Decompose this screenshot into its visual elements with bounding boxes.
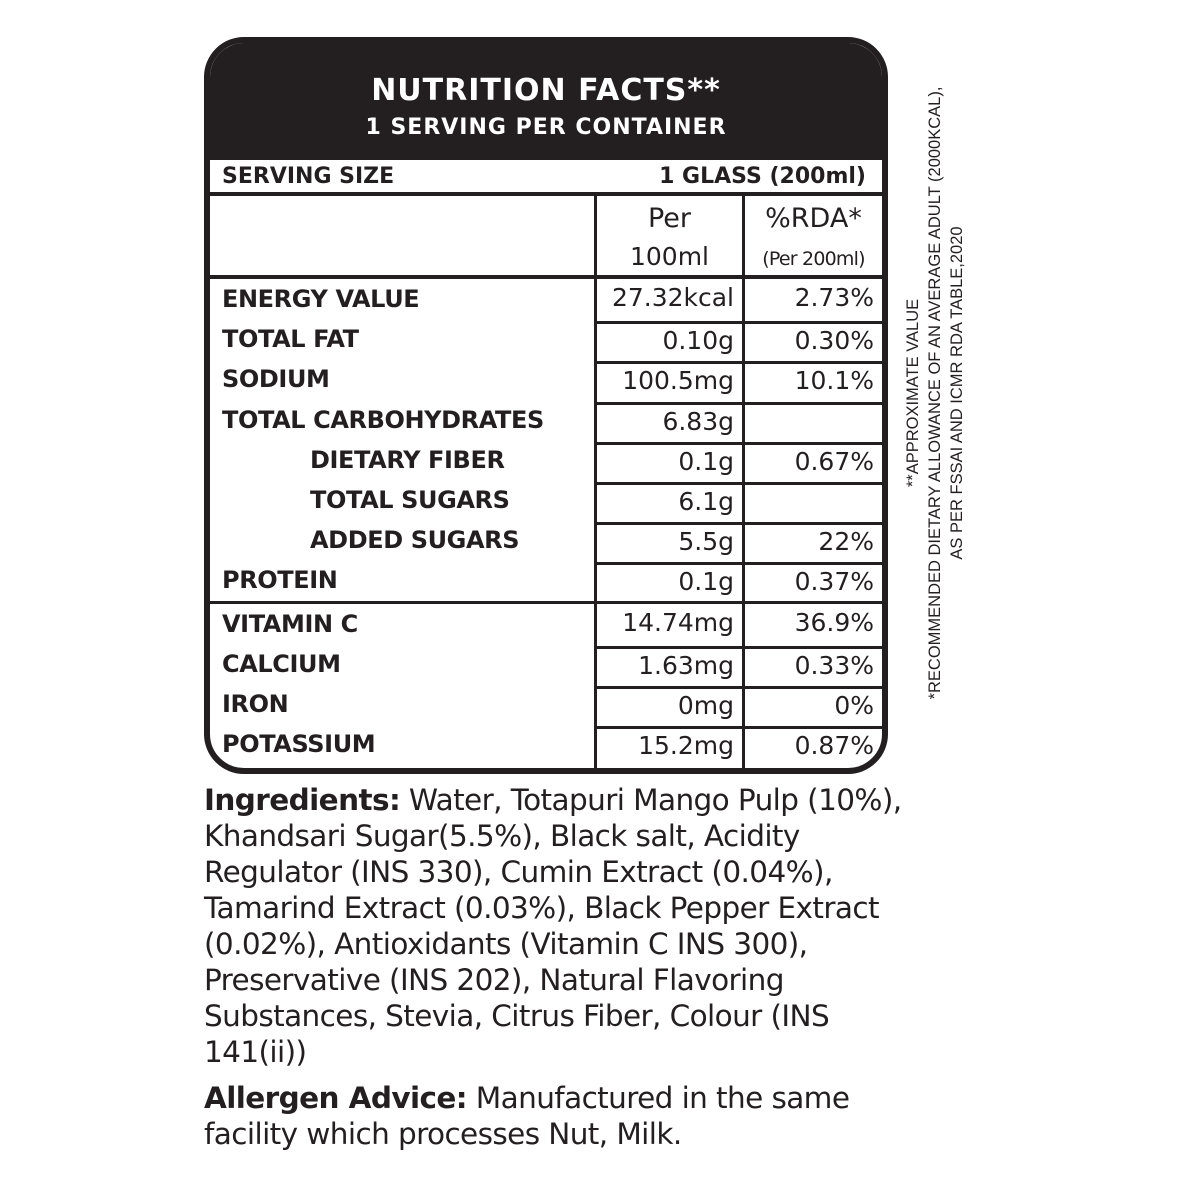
table-row	[210, 520, 882, 560]
ingredients-label: Ingredients:	[204, 783, 401, 817]
nutrient-per-100ml: 0.1g	[597, 562, 742, 597]
nutrient-per-100ml: 0mg	[597, 686, 742, 721]
nutrient-rda: 10.1%	[745, 361, 882, 396]
footnote-approximate: **APPROXIMATE VALUE	[904, 298, 922, 488]
nutrient-name: TOTAL SUGARS	[310, 485, 510, 514]
allergen-label: Allergen Advice:	[204, 1081, 467, 1115]
column-header-rda-line2: (Per 200ml)	[762, 248, 865, 270]
footnote-rda-source: AS PER FSSAI AND ICMR RDA TABLE,2020	[948, 226, 966, 560]
allergen-block	[204, 1080, 924, 1152]
column-header-per-100ml	[597, 196, 742, 276]
nutrient-name: ADDED SUGARS	[310, 526, 520, 555]
footnote-rda-definition: *RECOMMENDED DIETARY ALLOWANCE OF AN AVERAGE ADULT (2000KCAL),	[926, 86, 944, 700]
table-row	[210, 440, 882, 480]
nutrient-rda: 0.87%	[745, 726, 882, 761]
nutrient-name: ENERGY VALUE	[222, 285, 420, 313]
nutrient-per-100ml: 0.1g	[597, 442, 742, 477]
nutrient-name: VITAMIN C	[222, 609, 358, 638]
servings-per-container: 1 SERVING PER CONTAINER	[365, 115, 727, 140]
nutrient-per-100ml: 1.63mg	[597, 646, 742, 681]
nutrient-name: POTASSIUM	[222, 730, 376, 759]
nutrient-name: SODIUM	[222, 365, 330, 394]
ingredients-text: Water, Totapuri Mango Pulp (10%), Khandsari Sugar(5.5%), Black salt, Acidity Regulator (INS 330), Cumin Extract (0.04%), Tamarind Extract (0.03%), Black Pepper Extract (0.02%), Antioxidants (Vitamin C INS 300), Preservative (INS 202), Natural Flavoring Substances, Stevia, Citrus Fiber, Colour (INS 141(ii))	[204, 783, 902, 1069]
table-row	[210, 644, 882, 684]
ingredients-block	[204, 782, 924, 1070]
table-row	[210, 279, 882, 319]
nutrition-header	[210, 43, 882, 160]
nutrient-rda: 0.33%	[745, 646, 882, 681]
serving-size-label: SERVING SIZE	[222, 164, 395, 189]
nutrient-per-100ml: 6.83g	[597, 402, 742, 437]
nutrient-rda: 2.73%	[794, 283, 874, 312]
table-row	[210, 359, 882, 399]
nutrient-name: IRON	[222, 689, 289, 718]
nutrient-per-100ml: 5.5g	[597, 522, 742, 557]
nutrient-rda: 0.37%	[745, 562, 882, 597]
nutrient-rda: 0%	[745, 686, 882, 721]
nutrient-name: TOTAL CARBOHYDRATES	[222, 405, 544, 434]
nutrient-rda: 0.30%	[745, 321, 882, 356]
nutrition-title: NUTRITION FACTS**	[371, 73, 721, 108]
table-row	[210, 601, 882, 644]
table-row	[210, 684, 882, 724]
nutrient-per-100ml: 15.2mg	[597, 726, 742, 761]
column-header-per-line1: Per	[647, 203, 692, 234]
nutrient-per-100ml: 0.10g	[597, 321, 742, 356]
footnotes-rotated	[902, 43, 968, 743]
nutrient-rda: 0.67%	[745, 442, 882, 477]
column-header-rda-line1: %RDA*	[765, 203, 862, 234]
allergen-text: Manufactured in the same facility which processes Nut, Milk.	[204, 1081, 850, 1151]
nutrient-rda: 22%	[745, 522, 882, 557]
column-header-per-line2: 100ml	[629, 242, 710, 271]
nutrient-table	[210, 279, 882, 764]
table-row	[210, 724, 882, 764]
table-row	[210, 480, 882, 520]
nutrient-rda: 36.9%	[794, 607, 874, 637]
table-row	[210, 319, 882, 359]
nutrition-facts-panel	[204, 37, 888, 774]
nutrient-rda	[745, 402, 882, 437]
nutrient-per-100ml: 14.74mg	[622, 607, 734, 637]
column-header-rda	[745, 196, 882, 276]
nutrient-rda	[745, 482, 882, 517]
nutrient-per-100ml: 6.1g	[597, 482, 742, 517]
serving-size-value: 1 GLASS (200ml)	[659, 164, 866, 189]
nutrient-name: TOTAL FAT	[222, 325, 359, 354]
table-row	[210, 400, 882, 440]
nutrient-name: CALCIUM	[222, 649, 341, 678]
table-row	[210, 560, 882, 600]
nutrient-per-100ml: 100.5mg	[597, 361, 742, 396]
nutrient-name: PROTEIN	[222, 566, 338, 595]
nutrient-name: DIETARY FIBER	[310, 445, 505, 474]
serving-size-row	[210, 160, 882, 196]
nutrient-per-100ml: 27.32kcal	[611, 283, 734, 312]
